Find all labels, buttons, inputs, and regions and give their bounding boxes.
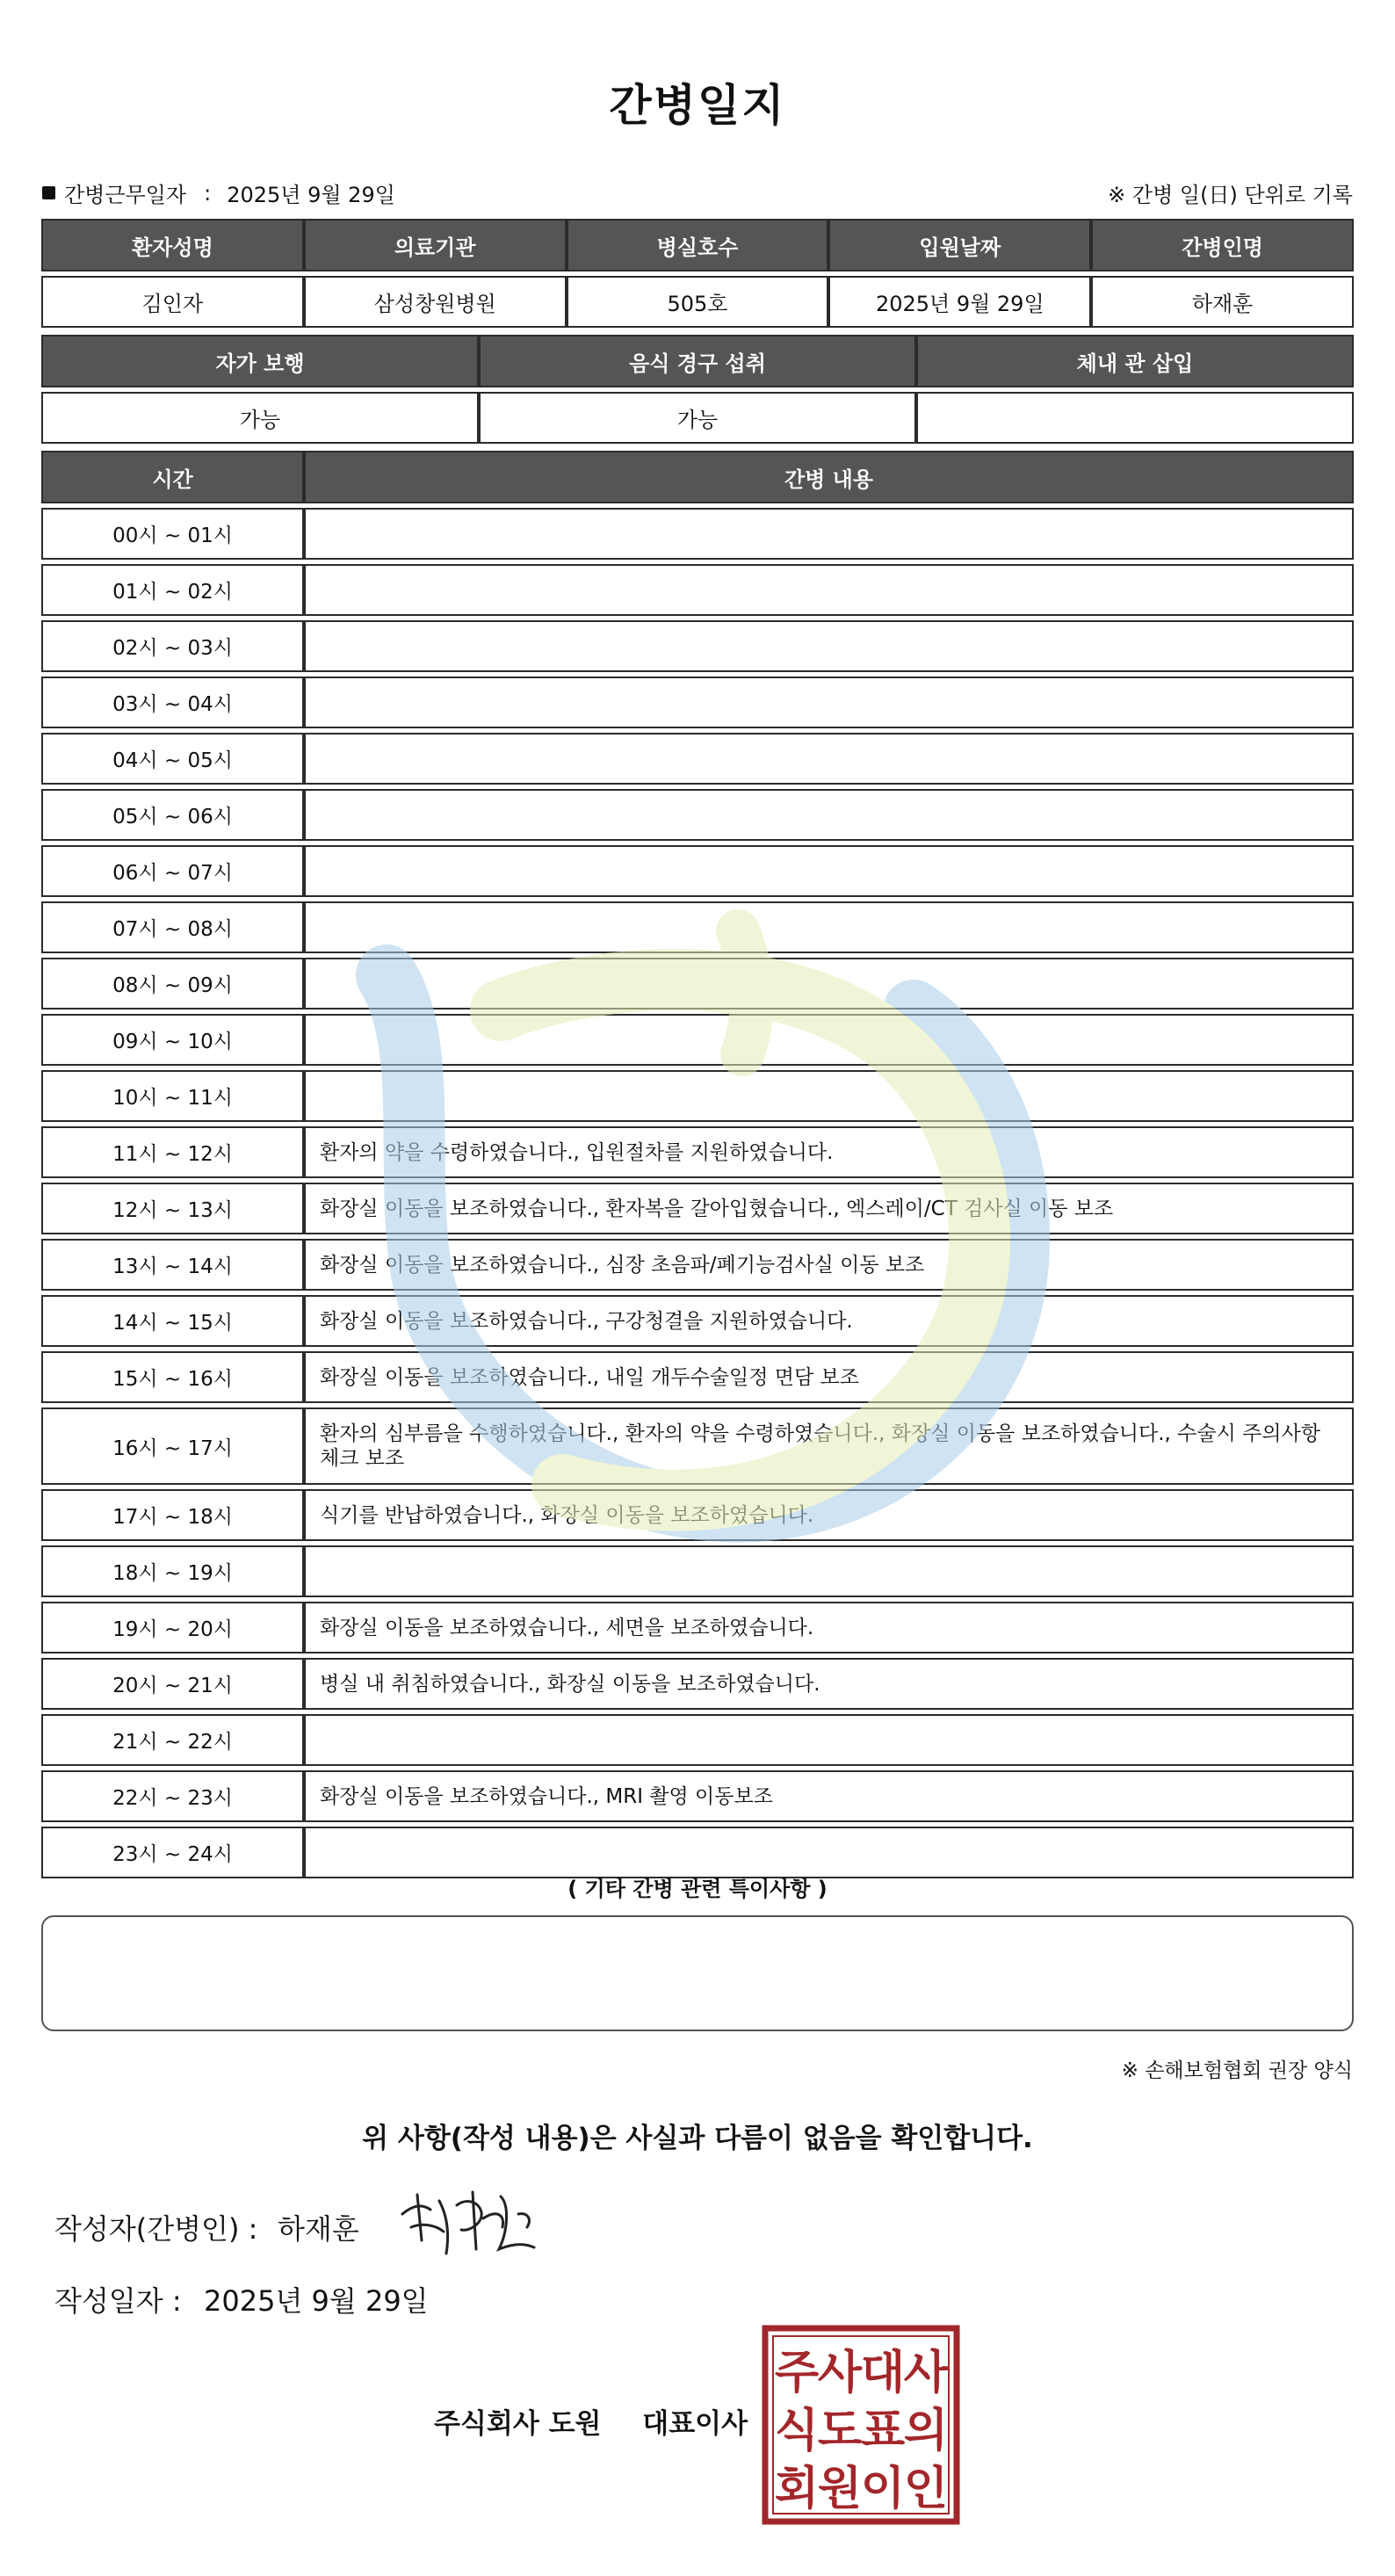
written-date-label: 작성일자 : xyxy=(54,2284,182,2318)
remarks-box[interactable] xyxy=(41,1915,1354,2031)
log-row xyxy=(41,508,1354,560)
log-time: 03시 ~ 04시 xyxy=(41,677,304,728)
log-content[interactable] xyxy=(304,677,1354,728)
log-row xyxy=(41,789,1354,841)
log-row xyxy=(41,1239,1354,1291)
remarks-label: ( 기타 간병 관련 특이사항 ) xyxy=(567,1877,828,1901)
log-row xyxy=(41,1545,1354,1597)
log-content[interactable] xyxy=(304,1014,1354,1066)
log-content[interactable] xyxy=(304,1714,1354,1766)
log-time: 18시 ~ 19시 xyxy=(41,1545,304,1597)
log-content[interactable] xyxy=(304,845,1354,897)
log-row xyxy=(41,958,1354,1009)
confirmation-statement: 위 사항(작성 내용)은 사실과 다름이 없음을 확인합니다. xyxy=(362,2123,1033,2154)
log-time: 16시 ~ 17시 xyxy=(41,1407,304,1485)
hospital-name: 삼성창원병원 xyxy=(304,276,567,328)
work-date-colon: : xyxy=(204,180,212,206)
bullet-square-icon xyxy=(42,186,55,199)
log-time: 02시 ~ 03시 xyxy=(41,620,304,672)
log-content[interactable]: 화장실 이동을 보조하였습니다., 구강청결을 지원하였습니다. xyxy=(304,1295,1354,1347)
log-content[interactable] xyxy=(304,789,1354,841)
log-content[interactable]: 화장실 이동을 보조하였습니다., 환자복을 갈아입혔습니다., 엑스레이/CT 검사실 이동 보조 xyxy=(304,1183,1354,1234)
log-content[interactable]: 병실 내 취침하였습니다., 화장실 이동을 보조하였습니다. xyxy=(304,1658,1354,1710)
header-hospital: 의료기관 xyxy=(304,219,567,271)
admission-date: 2025년 9월 29일 xyxy=(828,276,1091,328)
log-row xyxy=(41,1070,1354,1122)
patient-status-table xyxy=(41,330,1354,448)
log-row xyxy=(41,1351,1354,1403)
log-row xyxy=(41,677,1354,728)
log-time: 15시 ~ 16시 xyxy=(41,1351,304,1403)
handwritten-signature xyxy=(395,2179,545,2262)
header-time: 시간 xyxy=(41,451,304,503)
tube-insertion-value xyxy=(916,392,1354,444)
log-row xyxy=(41,564,1354,616)
log-row xyxy=(41,1658,1354,1710)
log-time: 08시 ~ 09시 xyxy=(41,958,304,1009)
log-time: 23시 ~ 24시 xyxy=(41,1827,304,1878)
patient-info-table xyxy=(41,214,1354,332)
company-seal-stamp xyxy=(762,2325,960,2525)
log-content[interactable]: 화장실 이동을 보조하였습니다., 세면을 보조하였습니다. xyxy=(304,1602,1354,1653)
svg-text:사: 사 xyxy=(903,2347,949,2399)
written-date-value: 2025년 9월 29일 xyxy=(204,2284,429,2318)
header-tube-insertion: 체내 관 삽입 xyxy=(916,335,1354,387)
work-date-value: 2025년 9월 29일 xyxy=(227,183,395,207)
header-caregiver-name: 간병인명 xyxy=(1091,219,1354,271)
log-content[interactable] xyxy=(304,958,1354,1009)
writer-label: 작성자(간병인) : xyxy=(54,2212,258,2246)
log-content[interactable] xyxy=(304,1545,1354,1597)
log-time: 20시 ~ 21시 xyxy=(41,1658,304,1710)
work-date-line xyxy=(42,177,395,208)
log-row xyxy=(41,1770,1354,1822)
log-content[interactable] xyxy=(304,508,1354,560)
form-source-note: ※ 손해보험협회 권장 양식 xyxy=(1121,2059,1353,2082)
svg-text:회: 회 xyxy=(774,2463,820,2515)
header-oral-intake: 음식 경구 섭취 xyxy=(479,335,916,387)
log-content[interactable]: 환자의 약을 수령하였습니다., 입원절차를 지원하였습니다. xyxy=(304,1126,1354,1178)
log-time: 14시 ~ 15시 xyxy=(41,1295,304,1347)
log-time: 12시 ~ 13시 xyxy=(41,1183,304,1234)
log-row xyxy=(41,1295,1354,1347)
log-time: 10시 ~ 11시 xyxy=(41,1070,304,1122)
log-time: 22시 ~ 23시 xyxy=(41,1770,304,1822)
svg-text:의: 의 xyxy=(903,2405,949,2457)
svg-text:인: 인 xyxy=(903,2463,949,2515)
written-date-row xyxy=(54,2279,429,2319)
log-row xyxy=(41,1407,1354,1485)
header-room-number: 병실호수 xyxy=(567,219,829,271)
unit-note: ※ 간병 일(日) 단위로 기록 xyxy=(1108,183,1353,207)
log-time: 17시 ~ 18시 xyxy=(41,1489,304,1541)
log-time: 19시 ~ 20시 xyxy=(41,1602,304,1653)
log-content[interactable] xyxy=(304,901,1354,953)
log-time: 00시 ~ 01시 xyxy=(41,508,304,560)
company-line xyxy=(434,2401,748,2441)
svg-text:식: 식 xyxy=(774,2405,820,2457)
self-walking-value: 가능 xyxy=(41,392,479,444)
header-care-content: 간병 내용 xyxy=(304,451,1354,503)
page-title: 간병일지 xyxy=(609,80,786,131)
log-time: 05시 ~ 06시 xyxy=(41,789,304,841)
log-content[interactable]: 화장실 이동을 보조하였습니다., MRI 촬영 이동보조 xyxy=(304,1770,1354,1822)
log-content[interactable]: 화장실 이동을 보조하였습니다., 심장 초음파/폐기능검사실 이동 보조 xyxy=(304,1239,1354,1291)
log-time: 21시 ~ 22시 xyxy=(41,1714,304,1766)
svg-text:주: 주 xyxy=(774,2347,820,2399)
writer-name: 하재훈 xyxy=(278,2212,359,2246)
log-row xyxy=(41,845,1354,897)
log-content[interactable]: 식기를 반납하였습니다., 화장실 이동을 보조하였습니다. xyxy=(304,1489,1354,1541)
svg-text:대: 대 xyxy=(860,2347,906,2399)
log-content[interactable] xyxy=(304,1070,1354,1122)
log-time: 04시 ~ 05시 xyxy=(41,733,304,785)
log-row xyxy=(41,1126,1354,1178)
log-content[interactable] xyxy=(304,564,1354,616)
log-row xyxy=(41,733,1354,785)
svg-text:원: 원 xyxy=(817,2463,863,2515)
log-time: 13시 ~ 14시 xyxy=(41,1239,304,1291)
svg-text:도: 도 xyxy=(817,2405,863,2457)
log-time: 06시 ~ 07시 xyxy=(41,845,304,897)
work-date-label: 간병근무일자 xyxy=(64,183,187,207)
log-content[interactable]: 화장실 이동을 보조하였습니다., 내일 개두수술일정 면담 보조 xyxy=(304,1351,1354,1403)
log-time: 09시 ~ 10시 xyxy=(41,1014,304,1066)
log-time: 01시 ~ 02시 xyxy=(41,564,304,616)
header-patient-name: 환자성명 xyxy=(41,219,304,271)
oral-intake-value: 가능 xyxy=(479,392,916,444)
care-log-table xyxy=(41,446,1354,1883)
log-content[interactable] xyxy=(304,733,1354,785)
header-admission-date: 입원날짜 xyxy=(828,219,1091,271)
log-row xyxy=(41,1602,1354,1653)
log-row xyxy=(41,1183,1354,1234)
log-content[interactable]: 환자의 심부름을 수행하였습니다., 환자의 약을 수령하였습니다., 화장실 이동을 보조하였습니다., 수술시 주의사항 체크 보조 xyxy=(304,1407,1354,1485)
log-row xyxy=(41,1489,1354,1541)
log-time: 11시 ~ 12시 xyxy=(41,1126,304,1178)
svg-text:사: 사 xyxy=(817,2347,863,2399)
caregiver-name: 하재훈 xyxy=(1091,276,1354,328)
log-row xyxy=(41,620,1354,672)
log-row xyxy=(41,1714,1354,1766)
ceo-title: 대표이사 xyxy=(642,2408,748,2440)
log-time: 07시 ~ 08시 xyxy=(41,901,304,953)
company-name: 주식회사 도원 xyxy=(434,2408,602,2440)
writer-row xyxy=(54,2207,359,2247)
header-self-walking: 자가 보행 xyxy=(41,335,479,387)
svg-text:표: 표 xyxy=(860,2405,906,2457)
room-number: 505호 xyxy=(567,276,829,328)
log-row xyxy=(41,1014,1354,1066)
log-row xyxy=(41,901,1354,953)
svg-text:이: 이 xyxy=(860,2463,906,2515)
log-content[interactable] xyxy=(304,620,1354,672)
patient-name: 김인자 xyxy=(41,276,304,328)
